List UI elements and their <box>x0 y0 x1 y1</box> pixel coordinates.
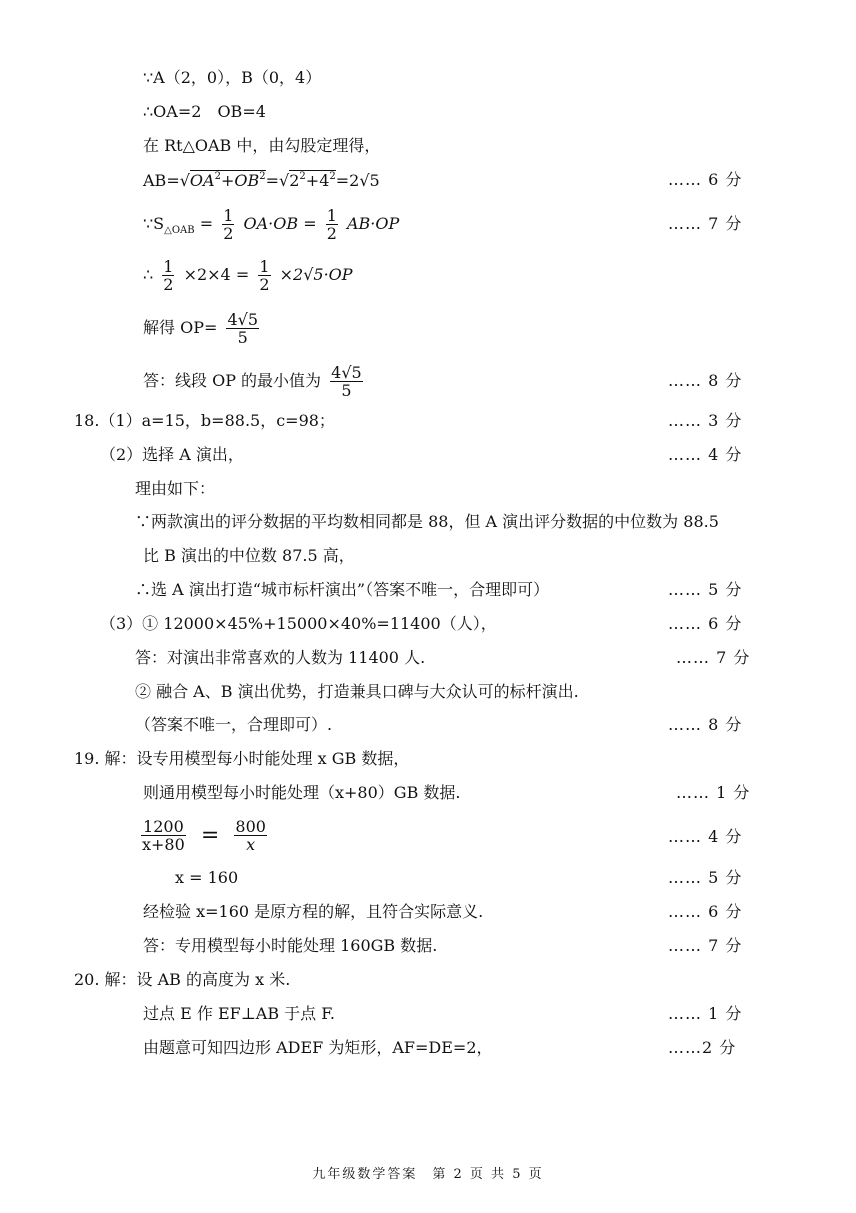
formula-part: ×2√5·OP <box>279 265 353 284</box>
formula-part: ∵S <box>143 214 165 233</box>
text-line: （2）选择 A 演出， <box>100 445 244 464</box>
formula-line <box>143 309 263 347</box>
text-line: ② 融合 A、B 演出优势，打造兼具口碑与大众认可的标杆演出. <box>135 682 579 701</box>
text-line: 由题意可知四边形 ADEF 为矩形，AF=DE=2， <box>143 1038 493 1057</box>
denominator: 2 <box>259 275 270 294</box>
formula-part: 解得 OP= <box>143 318 218 337</box>
score-mark: …… 7 分 <box>676 648 751 667</box>
text-line: x = 160 <box>175 868 239 887</box>
fraction <box>141 818 186 853</box>
text-line: 理由如下： <box>135 479 216 498</box>
formula-part: 2 <box>214 171 221 182</box>
radicand <box>289 170 336 190</box>
text-line: 答：专用模型每小时能处理 160GB 数据. <box>143 936 438 955</box>
text-line: 经检验 x=160 是原方程的解，且符合实际意义. <box>143 902 484 921</box>
text-line: 在 Rt△OAB 中，由勾股定理得， <box>143 136 381 155</box>
formula-part: △OAB <box>164 225 195 237</box>
numerator: 4√5 <box>227 310 259 329</box>
numerator: 4√5 <box>331 363 362 382</box>
formula-part: =√ <box>265 171 290 190</box>
numerator: 800 <box>235 817 266 836</box>
score-mark: …… 4 分 <box>668 827 743 846</box>
text-line: ∴OA=2 OB=4 <box>143 102 266 121</box>
formula-part: AB=√ <box>143 171 190 190</box>
denominator: 2 <box>223 224 234 243</box>
fraction <box>222 207 234 242</box>
numerator: 1 <box>326 206 337 225</box>
denominator: 5 <box>330 381 363 399</box>
equation-line <box>137 815 271 856</box>
text-line: ∵两款演出的评分数据的平均数相同都是 88，但 A 演出评分数据的中位数为 88.5 <box>135 512 719 531</box>
text-line: （答案不唯一，合理即可）. <box>135 715 333 734</box>
formula-line <box>143 205 399 250</box>
denominator: x+80 <box>142 835 185 854</box>
score-mark: …… 5 分 <box>668 580 743 599</box>
numerator: 1 <box>259 257 270 276</box>
score-mark: …… 4 分 <box>668 445 743 464</box>
formula-part: =2√5 <box>335 171 380 190</box>
formula-part: OA <box>189 171 215 190</box>
numerator: 1 <box>163 257 174 276</box>
denominator: 5 <box>226 328 259 346</box>
text-line: ∵A（2，0），B（0，4） <box>143 68 322 87</box>
score-mark: …… 3 分 <box>668 411 743 430</box>
formula-line <box>143 169 380 192</box>
formula-part: ×2×4 = <box>183 265 250 284</box>
score-mark: …… 7 分 <box>668 214 743 233</box>
score-mark: …… 6 分 <box>668 614 743 633</box>
radicand <box>190 170 266 190</box>
fraction <box>226 311 259 346</box>
fraction <box>162 258 174 293</box>
formula-part: = <box>200 822 220 848</box>
fraction <box>234 818 267 853</box>
text-line: ∴选 A 演出打造“城市标杆演出”（答案不唯一，合理即可） <box>135 580 550 599</box>
numerator: 1200 <box>143 817 184 836</box>
formula-part: 答：线段 OP 的最小值为 <box>143 371 322 390</box>
score-mark: …… 8 分 <box>668 715 743 734</box>
score-mark: …… 5 分 <box>668 868 743 887</box>
formula-part: + <box>220 171 235 190</box>
score-mark: …… 6 分 <box>668 902 743 921</box>
fraction <box>330 364 363 399</box>
formula-part: ∴ <box>143 265 154 284</box>
denominator: 2 <box>326 224 337 243</box>
text-line: 过点 E 作 EF⊥AB 于点 F. <box>143 1004 335 1023</box>
text-line: 答：对演出非常喜欢的人数为 11400 人. <box>135 648 426 667</box>
text-line: 则通用模型每小时能处理（x+80）GB 数据. <box>143 783 461 802</box>
text-line: （3）① 12000×45%+15000×40%=11400（人）， <box>100 614 497 633</box>
score-mark: ……2 分 <box>668 1038 737 1057</box>
formula-part: 2 <box>329 171 336 182</box>
formula-part: x <box>246 835 256 854</box>
page-footer: 九年级数学答案 第 2 页 共 5 页 <box>312 1167 544 1182</box>
score-mark: …… 8 分 <box>668 371 743 390</box>
fraction <box>326 207 338 242</box>
numerator: 1 <box>223 206 234 225</box>
formula-part: OA·OB = <box>243 214 317 233</box>
formula-part: 2 <box>299 171 306 182</box>
question-19: 19. 解：设专用模型每小时能处理 x GB 数据， <box>74 749 410 768</box>
formula-part: AB·OP <box>346 214 400 233</box>
formula-part: OB <box>234 171 260 190</box>
answer-line <box>143 362 367 400</box>
formula-part: 2 <box>259 171 266 182</box>
formula-line <box>143 256 353 294</box>
score-mark: …… 1 分 <box>676 783 751 802</box>
text-line: 比 B 演出的中位数 87.5 高， <box>143 546 355 565</box>
denominator: 2 <box>163 275 174 294</box>
question-20: 20. 解：设 AB 的高度为 x 米. <box>74 970 291 989</box>
question-18-part1: 18.（1）a=15，b=88.5，c=98； <box>74 411 335 430</box>
formula-part: = <box>194 214 219 233</box>
fraction <box>258 258 270 293</box>
score-mark: …… 1 分 <box>668 1004 743 1023</box>
denominator <box>234 835 267 853</box>
formula-part: 2 <box>289 171 300 190</box>
score-mark: …… 6 分 <box>668 170 743 189</box>
formula-part: +4 <box>305 171 330 190</box>
score-mark: …… 7 分 <box>668 936 743 955</box>
